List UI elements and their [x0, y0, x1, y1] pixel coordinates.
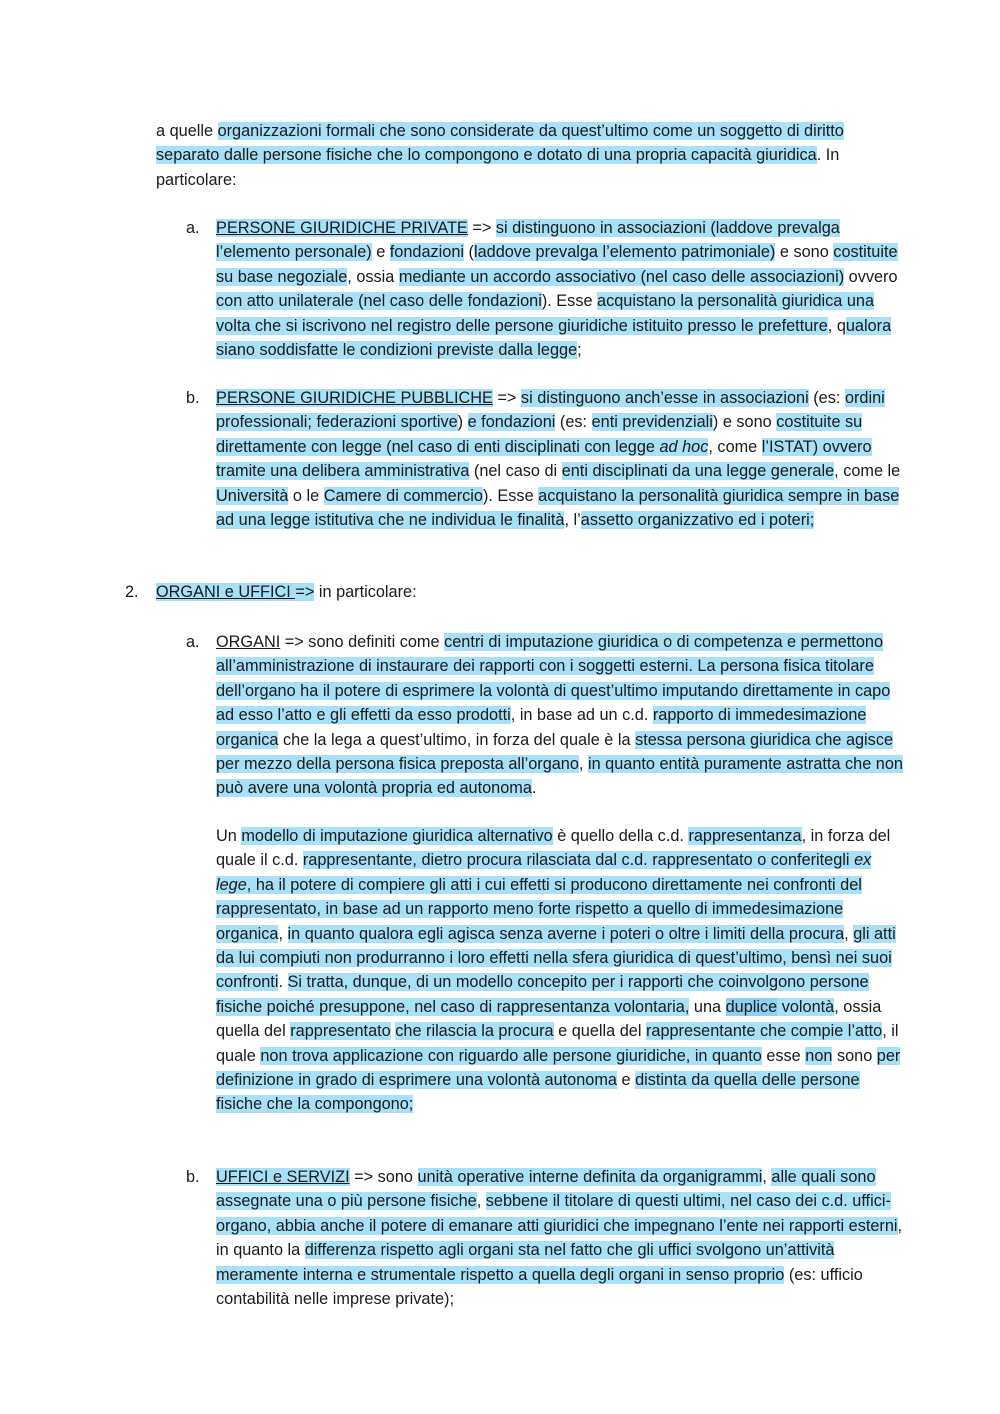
text: ovvero — [844, 267, 898, 286]
highlight: differenza rispetto agli organi sta nel fatto che gli uffici svolgono un’attività meramente interna e strumentale rispetto a quella degli organi in senso proprio — [216, 1241, 835, 1284]
highlight: assetto organizzativo ed i poteri; — [580, 511, 815, 530]
text: , — [578, 755, 588, 774]
arrow-text: => sono — [349, 1168, 418, 1186]
text: esse — [761, 1046, 806, 1065]
text: che la lega a quest’ultimo, in forza del quale è la — [278, 730, 636, 749]
highlight: costituite su direttamente con legge (nel caso di enti disciplinati con legge — [216, 413, 863, 456]
highlight: Si tratta, dunque, di un — [287, 973, 456, 992]
highlight: che rilascia la procura — [395, 1022, 554, 1041]
intro-highlight: organizzazioni formali che sono considerate da quest’ultimo come un soggetto di diritto separato dalle persone fisiche che lo compongono e dotato di una propria capacità giuridica — [156, 122, 844, 165]
highlight: in quanto entità puramente astratta che non può avere una volontà propria ed autonoma — [216, 755, 903, 798]
list-marker-b: b. — [186, 1168, 200, 1186]
list-marker-b: b. — [186, 389, 200, 407]
highlight: in quanto qualora egli agisca senza averne i poteri o oltre i limiti della procura — [287, 924, 845, 943]
representation-paragraph — [216, 824, 906, 1117]
text: ). Esse — [482, 486, 539, 505]
highlight: sebbene il titolare di questi ultimi, nel caso dei c.d. uffici-organo, abbia anche il potere di emanare atti giuridici che impegnano l’ente nei rapporti esterni — [216, 1192, 898, 1235]
text: , ossia quella del — [216, 997, 882, 1041]
text: , q — [827, 316, 846, 335]
text: (es: — [808, 389, 845, 407]
list-item-organs — [216, 630, 906, 801]
highlight: unità operative interne definita da organigrammi — [417, 1168, 763, 1186]
text: ). Esse — [541, 292, 598, 311]
highlight: per definizione in grado di esprimere una volontà autonoma — [216, 1046, 901, 1090]
item-title: PERSONE GIURIDICHE PRIVATE — [216, 219, 468, 237]
list-item-public-legal-persons — [216, 386, 906, 532]
arrow-text: => — [295, 583, 315, 601]
text: è quello della c.d. — [552, 827, 689, 845]
item-title: UFFICI e SERVIZI — [216, 1168, 350, 1186]
text: , in base ad un c.d. — [510, 706, 653, 725]
highlight-italic: ad hoc — [659, 437, 709, 456]
highlight: enti disciplinati da una legge generale — [561, 462, 835, 481]
highlight: volontà — [777, 997, 835, 1016]
highlight: rappresentanza — [688, 827, 802, 845]
text: , — [476, 1192, 486, 1211]
section-title: ORGANI e UFFICI — [156, 583, 296, 601]
highlight: costituite su base negoziale — [216, 243, 898, 286]
intro-text-end: . In particolare: — [156, 146, 840, 189]
text: , — [278, 924, 288, 943]
text: , in forza del quale il c.d. — [216, 827, 891, 870]
text: ; — [577, 341, 582, 360]
list-item-private-legal-persons — [216, 216, 906, 362]
text: (es: ufficio contabilità nelle imprese private); — [216, 1265, 863, 1309]
highlight: rappresentato — [290, 1022, 391, 1041]
highlight: non trova applicazione con riguardo alle persone giuridiche, in quanto — [260, 1046, 762, 1065]
highlight: fondazioni — [389, 243, 465, 262]
intro-text: a quelle — [156, 122, 218, 140]
highlight: si distinguono in associazioni (laddove prevalga l’elemento personale) — [216, 219, 840, 262]
highlight: Università — [216, 486, 289, 505]
text: o le — [288, 486, 324, 505]
highlight: con atto unilaterale (nel caso delle fondazioni — [216, 292, 542, 311]
highlight: rappresentante che compie l’atto — [645, 1022, 883, 1041]
text: , ossia — [347, 267, 399, 286]
highlight: rapporto di immedesimazione organica — [216, 706, 867, 749]
text: e — [371, 243, 390, 262]
text: , in quanto la — [216, 1216, 903, 1260]
section-heading — [156, 580, 856, 604]
text: , l’ — [564, 511, 581, 530]
highlight: centri di imputazione giuridica o di competenza e permettono all’amministrazione di instaurare dei rapporti con i soggetti esterni. La persona fisica titolare dell’organo ha il potere di esprimere la volontà di quest’ultimo imputando direttamente in capo ad esso l’atto e gli effetti da esso prodotti — [216, 633, 891, 725]
list-marker-a: a. — [186, 219, 200, 237]
text: una — [689, 997, 726, 1016]
text: , come le — [834, 462, 901, 481]
arrow-text: => — [492, 389, 521, 407]
highlight: alle quali son — [771, 1168, 867, 1186]
text: , — [844, 924, 854, 943]
highlight: acquistano la personalità giuridica una volta che si iscrivono nel registro delle persone giuridiche istituito presso le prefetture — [216, 292, 875, 335]
text: sono — [832, 1046, 877, 1065]
highlight: non — [805, 1046, 833, 1065]
highlight: acquistano la personalità giuridica sempre in base ad una legge istitutiva che ne individua le finalità — [216, 486, 900, 530]
highlight: gli atti da lui compiuti non produrranno i loro effetti nella sfera giuridica di quest’ultimo, bensì nei suoi confronti — [216, 924, 896, 992]
text: ) — [457, 413, 468, 432]
highlight: o assegnate una o più persone fisiche — [216, 1168, 876, 1211]
highlight: ordini professionali; federazioni sportive — [216, 389, 885, 432]
list-marker-a: a. — [186, 633, 200, 651]
highlight: e fondazioni — [467, 413, 556, 432]
intro-paragraph — [156, 119, 901, 192]
text: Un — [216, 827, 242, 845]
text: , come — [708, 437, 762, 456]
highlight: enti previdenziali — [591, 413, 713, 432]
highlight: Camere di commercio — [323, 486, 483, 505]
highlight: si distinguono anch’esse in associazioni — [520, 389, 809, 407]
arrow-text: => — [467, 219, 496, 237]
item-title: PERSONE GIURIDICHE PUBBLICHE — [216, 389, 493, 407]
highlight: ualora siano soddisfatte le condizioni previste dalla legge — [216, 316, 892, 360]
highlight: stessa persona giuridica che agisce per mezzo della persona fisica preposta all’organo — [216, 730, 894, 774]
highlight: ) ovvero tramite una delibera amministrativa — [216, 437, 872, 481]
text: (nel caso di — [469, 462, 562, 481]
highlight: laddove prevalga l’elemento patrimoniale) — [473, 243, 776, 262]
highlight: distinta da quella delle persone fisiche che la compongono; — [216, 1071, 860, 1114]
text: e — [616, 1071, 636, 1090]
highlight-italic: ex lege — [216, 851, 872, 894]
highlight: rappresentante, dietro procura rilasciata dal c.d. rappresentato o conferitegli — [302, 851, 855, 870]
list-item-offices — [216, 1165, 906, 1311]
text: . — [278, 973, 288, 992]
highlight: mediante un accordo associativo (nel caso delle associazioni) — [398, 267, 845, 286]
highlight: l’ISTAT — [761, 437, 813, 456]
highlight: modello concepito per i rapporti che coinvolgono persone fisiche poiché presuppone, nel caso di rappresentanza volontaria, — [216, 973, 869, 1016]
section-number: 2. — [125, 583, 139, 601]
text: ) e sono — [712, 413, 777, 432]
text: in particolare: — [314, 583, 417, 601]
text: ( — [464, 243, 474, 262]
text: (es: — [555, 413, 592, 432]
highlight: modello di imputazione giuridica alternativo — [241, 827, 553, 845]
item-title: ORGANI — [216, 633, 281, 651]
highlight: , ha il potere di compiere gli atti i cui effetti si producono direttamente nei confronti del rappresentato, in base ad un rapporto meno forte rispetto a quello di immedesimazione organica — [216, 875, 862, 943]
highlight-selected: duplice — [725, 997, 778, 1016]
text: . — [531, 779, 537, 798]
text: e sono — [775, 243, 834, 262]
arrow-text: => sono definiti come — [280, 633, 445, 651]
text: e quella del — [553, 1022, 646, 1041]
text: , il quale — [216, 1022, 899, 1065]
text: , — [762, 1168, 772, 1186]
